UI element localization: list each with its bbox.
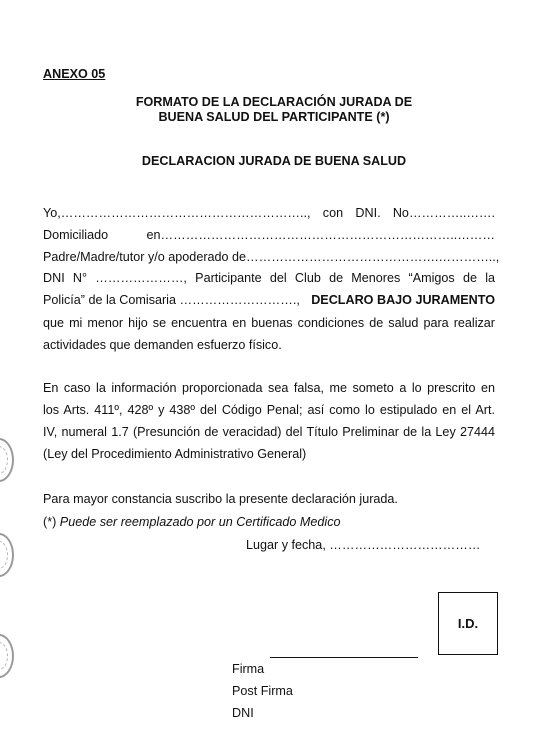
paragraph2-line3: IV, numeral 1.7 (Presunción de veracidad) del Título Preliminar de la Ley 27444: [43, 425, 495, 439]
annex-label: ANEXO 05: [43, 67, 106, 81]
signature-line: [270, 657, 418, 658]
paragraph1-line5-text: Policía” de la Comisaria ……………………….,: [43, 293, 300, 307]
signature-post-firma: Post Firma: [232, 684, 293, 698]
declaro-bajo-juramento: DECLARO BAJO JURAMENTO: [311, 293, 495, 307]
declaration-subtitle: DECLARACION JURADA DE BUENA SALUD: [141, 154, 407, 168]
margin-stamp-3: [0, 634, 14, 678]
paragraph1-line1: Yo,………………………………………………….., con DNI. No…………..…….: [43, 206, 495, 220]
footnote-text: Puede ser reemplazado por un Certificado Medico: [59, 515, 341, 529]
paragraph1-line6: que mi menor hijo se encuentra en buenas condiciones de salud para realizar: [43, 316, 495, 330]
fingerprint-id-box: [438, 592, 498, 655]
title-line-2: BUENA SALUD DEL PARTICIPANTE (*): [158, 110, 390, 124]
paragraph2-line4: (Ley del Procedimiento Administrativo General): [43, 447, 307, 461]
place-date-field: Lugar y fecha, ………………………………: [246, 538, 481, 552]
title-line-1: FORMATO DE LA DECLARACIÓN JURADA DE: [135, 95, 413, 109]
paragraph1-line5: [43, 292, 495, 308]
paragraph1-line2: Domiciliado en……………………………………………………………..………: [43, 228, 495, 242]
footnote-line: [43, 514, 341, 530]
paragraph2-line2: los Arts. 411º, 428º y 438º del Código Penal; así como lo estipulado en el Art.: [43, 403, 495, 417]
id-box-label: I.D.: [457, 616, 479, 631]
paragraph1-line4: DNI N° …………………, Participante del Club de Menores “Amigos de la: [43, 271, 495, 285]
paragraph2-line1: En caso la información proporcionada sea falsa, me someto a lo prescrito en: [43, 381, 495, 395]
constancia-line: Para mayor constancia suscribo la presente declaración jurada.: [43, 492, 398, 506]
margin-stamp-2: [0, 533, 14, 577]
paragraph1-line7: actividades que demanden esfuerzo físico.: [43, 338, 282, 352]
paragraph1-line3: Padre/Madre/tutor y/o apoderado de……………………………………….…………..,: [43, 250, 500, 264]
signature-firma: Firma: [232, 662, 265, 676]
margin-stamp-1: [0, 438, 14, 482]
footnote-marker: (*): [43, 515, 60, 529]
signature-dni: DNI: [232, 706, 254, 720]
